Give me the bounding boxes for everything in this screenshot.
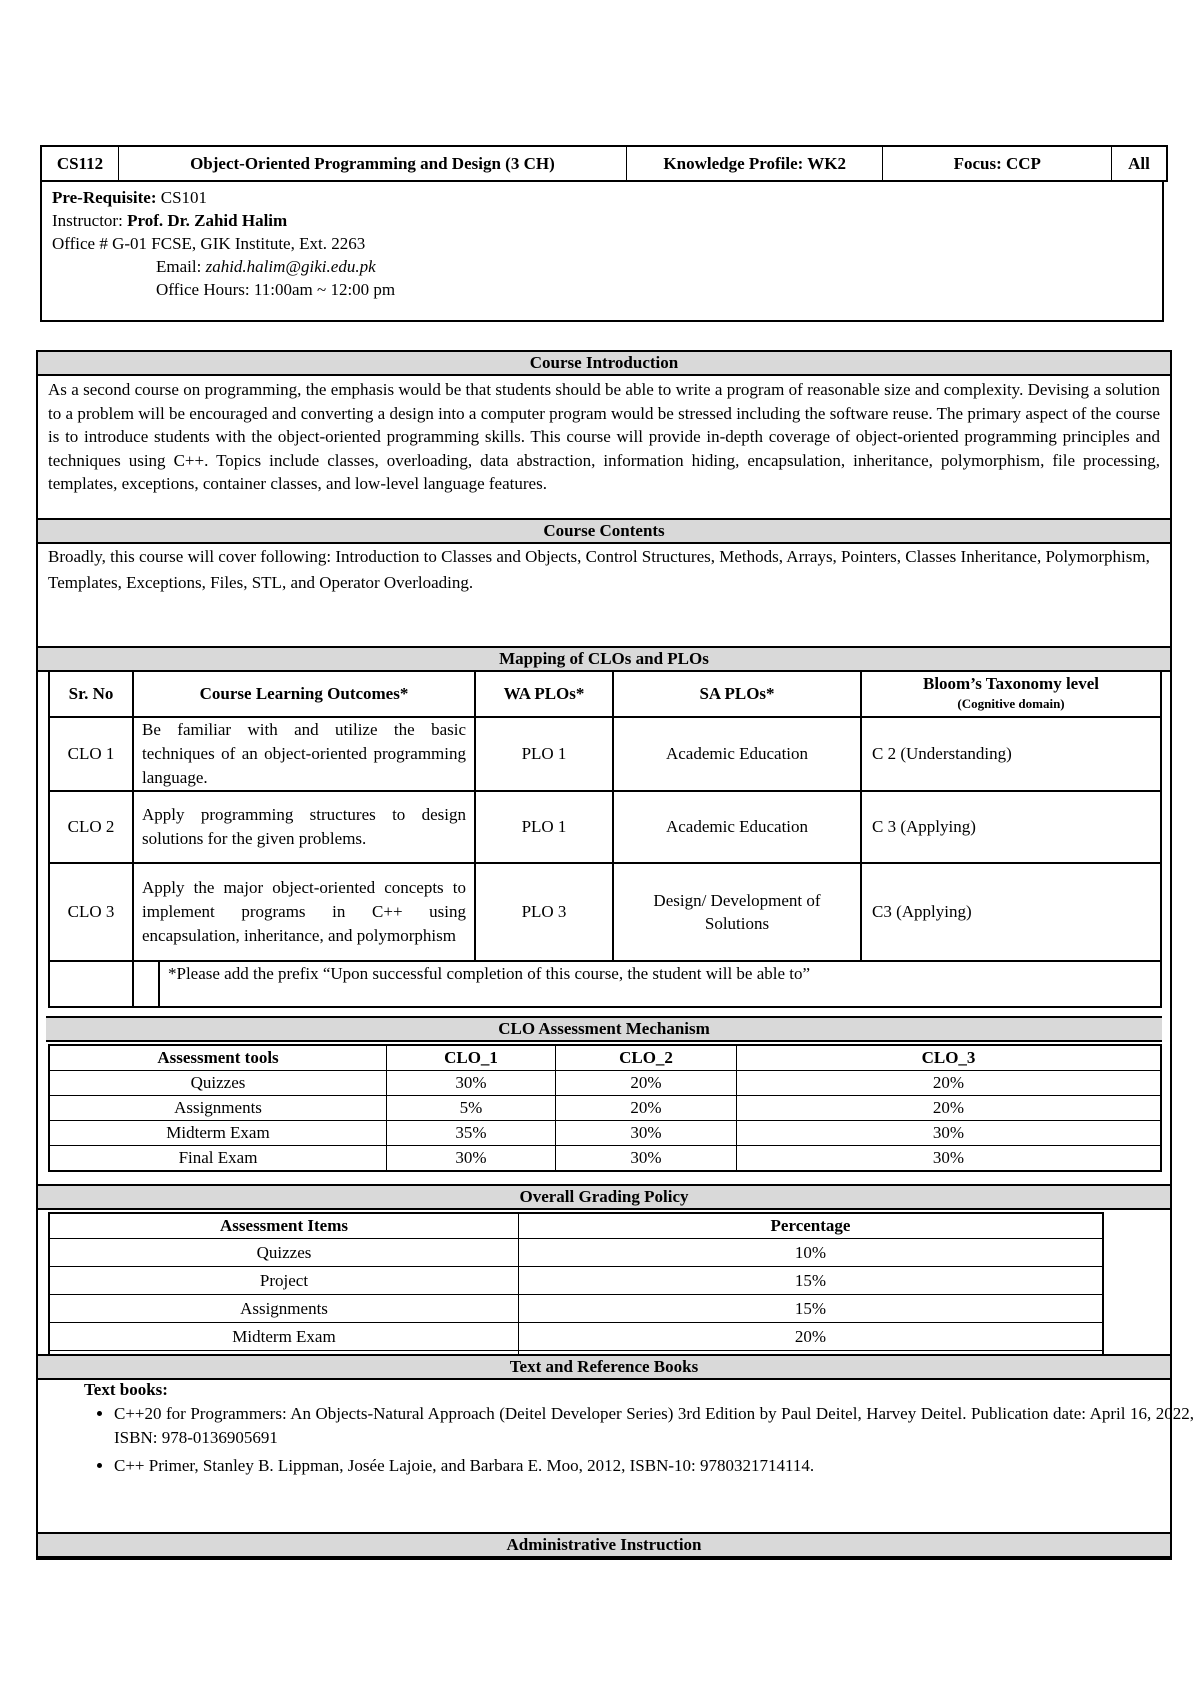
table-row: Assignments 5% 20% 20%	[49, 1096, 1161, 1121]
office-line: Office # G-01 FCSE, GIK Institute, Ext. 2263	[52, 234, 366, 253]
office-hours-line: Office Hours: 11:00am ~ 12:00 pm	[156, 280, 396, 299]
course-contents-text: Broadly, this course will cover following: Introduction to Classes and Objects, Control Structures, Methods, Arrays, Pointers, Classes Inheritance, Polymorphism, Templates, Exceptions, Files, STL, and Operator Overloading.	[48, 547, 1150, 592]
table-row: Final Exam 30% 30% 30%	[49, 1146, 1161, 1172]
clo-plo-mapping-table	[48, 670, 1162, 1008]
course-title: Object-Oriented Programming and Design (3 CH)	[118, 146, 626, 181]
table-row: Quizzes 30% 20% 20%	[49, 1071, 1161, 1096]
prerequisite-line: Pre-Requisite: CS101	[52, 188, 208, 207]
text-books-label: Text books:	[84, 1380, 168, 1399]
course-info-box	[40, 182, 1164, 322]
table-row: Project 15%	[49, 1267, 1103, 1295]
section-course-contents: Course Contents	[38, 518, 1170, 544]
section-administrative-instruction: Administrative Instruction	[38, 1532, 1170, 1558]
clo-assessment-table: Assessment tools CLO_1 CLO_2 CLO_3 Quizzes 30% 20% 20% Assignments 5% 20% 20% Midterm Exam 35% 30% 30% Final Exam 30% 30% 30%	[48, 1044, 1162, 1172]
course-outline-box	[36, 350, 1194, 1560]
col-wa-plos: WA PLOs*	[475, 671, 613, 717]
course-code: CS112	[41, 146, 118, 181]
section-course-introduction: Course Introduction	[38, 350, 1170, 376]
table-row	[49, 961, 1161, 1007]
table-row: Quizzes 10%	[49, 1239, 1103, 1267]
grading-policy-table: Assessment Items Percentage Quizzes 10% Project 15% Assignments 15% Midterm Exam 20%	[48, 1212, 1104, 1380]
all-label: All	[1112, 146, 1167, 181]
instructor-line: Instructor: Prof. Dr. Zahid Halim	[52, 211, 288, 230]
table-row: CLO 2 Apply programming structures to design solutions for the given problems. PLO 1 Academic Education C 3 (Applying)	[49, 791, 1161, 863]
table-row: CLO 3 Apply the major object-oriented concepts to implement programs in C++ using encapsulation, inheritance, and polymorphism PLO 3 Design/ Development of Solutions C3 (Applying)	[49, 863, 1161, 961]
col-course-learning-outcomes: Course Learning Outcomes*	[133, 671, 475, 717]
table-row: CLO 1 Be familiar with and utilize the basic techniques of an object-oriented programming language. PLO 1 Academic Education C 2 (Understanding)	[49, 717, 1161, 791]
list-item: • C++20 for Programmers: An Objects-Natural Approach (Deitel Developer Series) 3rd Edition by Paul Deitel, Harvey Deitel. Publication date: April 16, 2022, ISBN: 978-0136905691	[114, 1402, 1194, 1450]
books-list	[74, 1402, 1194, 1482]
email-link[interactable]: zahid.halim@giki.edu.pk	[205, 257, 376, 276]
section-clo-assessment: CLO Assessment Mechanism	[46, 1016, 1162, 1042]
col-sa-plos: SA PLOs*	[613, 671, 861, 717]
table-row: Midterm Exam 20%	[49, 1323, 1103, 1351]
knowledge-profile: Knowledge Profile: WK2	[626, 146, 883, 181]
course-introduction-text: As a second course on programming, the emphasis would be that students should be able to write a program of reasonable size and complexity. Devising a solution to a problem will be encouraged and converting a design into a computer program would be stressed including the software reuse. The primary aspect of the course is to introduce students with the object-oriented programming skills. This course will provide in-depth coverage of object-oriented programming principles and techniques using C++. Topics include classes, overloading, data abstraction, information hiding, encapsulation, inheritance, polymorphism, file processing, templates, exceptions, container classes, and low-level language features.	[48, 380, 1160, 493]
section-text-reference-books: Text and Reference Books	[38, 1354, 1170, 1380]
col-blooms-taxonomy: Bloom’s Taxonomy level (Cognitive domain)	[861, 671, 1161, 717]
clo-prefix-note: *Please add the prefix “Upon successful completion of this course, the student will be able to”	[168, 964, 811, 983]
course-header-table	[40, 145, 1168, 182]
table-row: Midterm Exam 35% 30% 30%	[49, 1121, 1161, 1146]
email-line: Email: zahid.halim@giki.edu.pk	[156, 257, 376, 276]
list-item: • C++ Primer, Stanley B. Lippman, Josée Lajoie, and Barbara E. Moo, 2012, ISBN-10: 9780321714114.	[114, 1454, 1194, 1478]
focus: Focus: CCP	[883, 146, 1112, 181]
table-row: Assignments 15%	[49, 1295, 1103, 1323]
section-overall-grading-policy: Overall Grading Policy	[38, 1184, 1170, 1210]
section-mapping-clos-plos: Mapping of CLOs and PLOs	[38, 646, 1170, 672]
col-sr-no: Sr. No	[49, 671, 133, 717]
